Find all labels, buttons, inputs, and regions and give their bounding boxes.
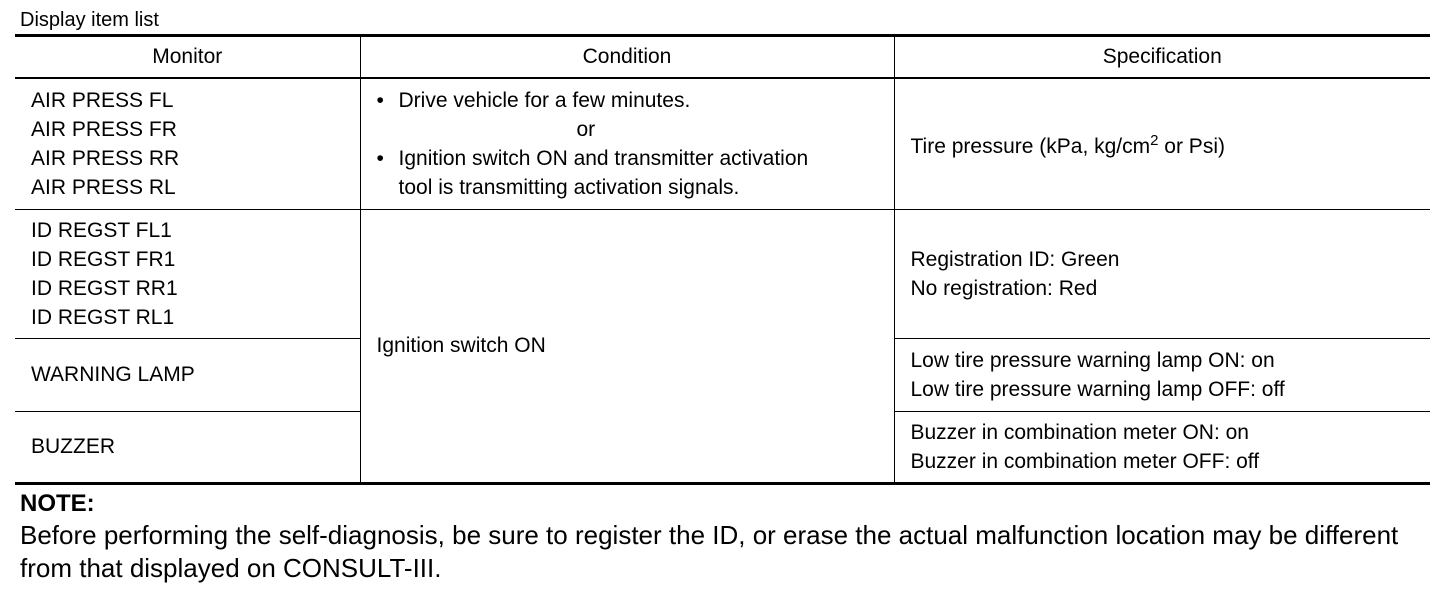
spec-line: Low tire pressure warning lamp ON: on xyxy=(910,348,1275,372)
table-row-air-press xyxy=(15,78,1430,209)
monitor-item: ID REGST RL1 xyxy=(31,305,175,329)
note-title: NOTE: xyxy=(20,490,95,517)
monitor-item: AIR PRESS RL xyxy=(31,175,176,199)
monitor-item: AIR PRESS FR xyxy=(31,117,177,141)
condition-bullet: • Drive vehicle for a few minutes. xyxy=(377,86,894,115)
spec-line: Registration ID: Green xyxy=(910,247,1120,271)
header-specification: Specification xyxy=(894,36,1430,79)
monitor-item: ID REGST FL1 xyxy=(31,218,172,242)
table-row-id-regst xyxy=(15,209,1430,338)
monitor-item: ID REGST FR1 xyxy=(31,247,176,271)
spec-line: Buzzer in combination meter OFF: off xyxy=(910,449,1260,473)
monitor-cell xyxy=(15,209,360,338)
condition-bullet-continuation: tool is transmitting activation signals. xyxy=(398,175,740,199)
spec-text: Tire pressure (kPa, kg/cm xyxy=(910,135,1151,159)
note-body: Before performing the self-diagnosis, be sure to register the ID, or erase the actual malfunction location may be different from that displayed on CONSULT-III. xyxy=(20,520,1399,583)
header-row xyxy=(15,36,1430,79)
specification-cell xyxy=(894,411,1430,483)
spec-line: Buzzer in combination meter ON: on xyxy=(910,420,1249,444)
spec-superscript: 2 xyxy=(1150,132,1159,150)
condition-bullet: • Ignition switch ON and transmitter activation xyxy=(377,144,894,173)
condition-or: or xyxy=(576,117,596,141)
specification-cell xyxy=(894,209,1430,338)
header-condition: Condition xyxy=(360,36,894,79)
table-caption: Display item list xyxy=(20,9,159,31)
monitor-cell: BUZZER xyxy=(15,411,360,483)
spec-text: or Psi) xyxy=(1158,135,1225,159)
condition-text: Ignition switch ON xyxy=(376,334,546,357)
display-item-table xyxy=(15,34,1430,485)
spec-line: Low tire pressure warning lamp OFF: off xyxy=(910,377,1285,401)
specification-cell xyxy=(894,338,1430,411)
monitor-cell xyxy=(15,78,360,209)
monitor-item: ID REGST RR1 xyxy=(31,276,178,300)
note-section xyxy=(20,489,1440,585)
monitor-cell: WARNING LAMP xyxy=(15,338,360,411)
specification-cell xyxy=(894,78,1430,209)
condition-cell xyxy=(360,78,894,209)
condition-cell xyxy=(360,209,894,483)
spec-line: No registration: Red xyxy=(910,276,1098,300)
monitor-item: AIR PRESS FL xyxy=(31,88,174,112)
header-monitor: Monitor xyxy=(15,36,360,79)
spec-tire-pressure xyxy=(911,126,1431,161)
monitor-item: AIR PRESS RR xyxy=(31,146,180,170)
